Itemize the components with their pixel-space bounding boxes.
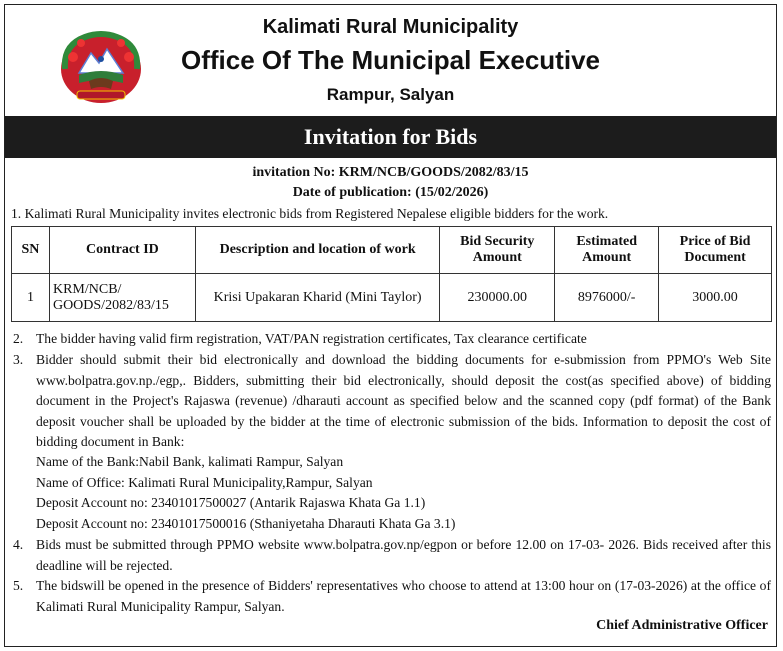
item-3-number: 3. (13, 352, 24, 367)
table-cell: 230000.00 (440, 274, 555, 322)
item-3-text: Bidder should submit their bid electronically and download the bidding documents for e-submission from PPMO's Web Site www.bolpatra.gov.np./egp,. Bidders, submitting their bid electronically, should deposit the cost(as specified above) of bidding document in the Project's Rajaswa (revenue) /dharauti account as specified below and the scanned copy (pdf format) of the Bank deposit voucher shall be uploaded by the bidder at the time of electronic submission of the bids. Information to deposit the cost of bidding document in Bank: (36, 352, 771, 449)
column-header: Bid Security Amount (440, 227, 555, 274)
column-header: Contract ID (49, 227, 195, 274)
notice-title-banner: Invitation for Bids (5, 116, 776, 158)
table-row (12, 274, 772, 322)
item-5-text: The bidswill be opened in the presence of Bidders' representatives who choose to attend at 13:00 hour on (17-03-2026) at the office of Kalimati Rural Municipality Rampur, Salyan. (36, 578, 771, 614)
table-cell: 1 (12, 274, 50, 322)
table-header-row (12, 227, 772, 274)
publication-date: Date of publication: (15/02/2026) (292, 185, 489, 200)
item-1-text: 1. Kalimati Rural Municipality invites electronic bids from Registered Nepalese eligible bidders for the work. (11, 206, 609, 221)
header (5, 5, 776, 116)
bid-table (11, 226, 772, 322)
signature-title: Chief Administrative Officer (596, 618, 768, 633)
table-cell: KRM/NCB/ GOODS/2082/83/15 (49, 274, 195, 322)
deposit-account-1: Deposit Account no: 23401017500027 (Antarik Rajaswa Khata Ga 1.1) (36, 495, 426, 510)
column-header: Estimated Amount (555, 227, 659, 274)
office-location: Rampur, Salyan (326, 85, 455, 104)
office-name: Name of Office: Kalimati Rural Municipality,Rampur, Salyan (36, 475, 373, 490)
bank-name: Name of the Bank:Nabil Bank, kalimati Rampur, Salyan (36, 454, 344, 469)
column-header: Description and location of work (195, 227, 439, 274)
office-title: Office Of The Municipal Executive (181, 45, 600, 75)
item-4-number: 4. (13, 537, 24, 552)
table-cell: Krisi Upakaran Kharid (Mini Taylor) (195, 274, 439, 322)
deposit-account-2: Deposit Account no: 23401017500016 (Sthaniyetaha Dharauti Khata Ga 3.1) (36, 516, 456, 531)
item-2-number: 2. (13, 331, 24, 346)
table-cell: 8976000/- (555, 274, 659, 322)
column-header: Price of Bid Document (659, 227, 772, 274)
municipality-name: Kalimati Rural Municipality (262, 16, 519, 38)
item-2-text: The bidder having valid firm registration, VAT/PAN registration certificates, Tax clearance certificate (36, 331, 587, 346)
item-4-text: Bids must be submitted through PPMO website www.bolpatra.gov.np/egpon or before 12.00 on 17-03- 2026. Bids received after this deadline will be rejected. (36, 537, 771, 573)
notice-frame (4, 4, 777, 647)
invitation-number: invitation No: KRM/NCB/GOODS/2082/83/15 (252, 165, 529, 180)
column-header: SN (12, 227, 50, 274)
item-5-number: 5. (13, 578, 24, 593)
table-cell: 3000.00 (659, 274, 772, 322)
